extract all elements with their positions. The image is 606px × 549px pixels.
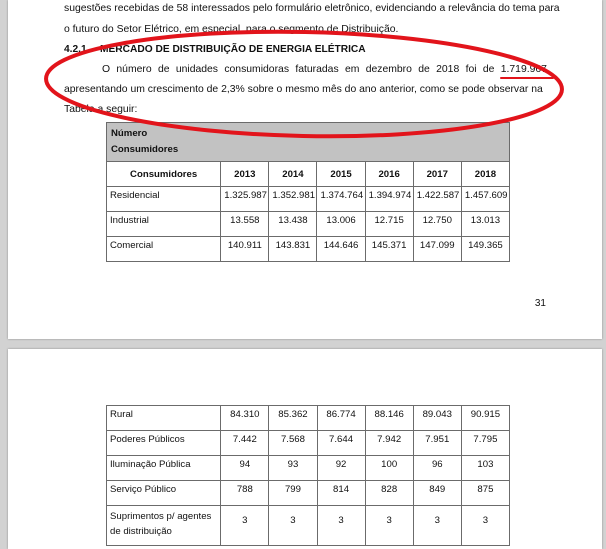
cell-value: 1.374.764 — [317, 187, 365, 212]
cell-value: 94 — [221, 456, 269, 481]
section-title: MERCADO DE DISTRIBUIÇÃO DE ENERGIA ELÉTRICA — [100, 44, 366, 55]
cell-value: 7.442 — [221, 431, 269, 456]
cell-value: 140.911 — [221, 237, 269, 262]
cell-value: 12.715 — [365, 212, 413, 237]
cell-value: 3 — [221, 506, 269, 546]
text-line-2: o futuro do Setor Elétrico, em especial, para o segmento de Distribuição. — [64, 24, 399, 35]
cell-value: 3 — [269, 506, 317, 546]
table-caption-text: Número Consumidores — [111, 128, 179, 155]
table-row — [107, 481, 510, 506]
paragraph-line-3: Tabela a seguir: — [64, 104, 138, 115]
cell-value: 84.310 — [221, 406, 269, 431]
header-year: 2017 — [413, 162, 461, 187]
header-year: 2013 — [221, 162, 269, 187]
header-year: 2014 — [269, 162, 317, 187]
paragraph-word: em — [344, 64, 360, 75]
cell-value: 13.558 — [221, 212, 269, 237]
row-label: Poderes Públicos — [107, 431, 221, 456]
cell-value: 149.365 — [461, 237, 509, 262]
cell-value: 1.352.981 — [269, 187, 317, 212]
table-row — [107, 506, 510, 546]
cell-value: 13.006 — [317, 212, 365, 237]
cell-value: 7.644 — [317, 431, 365, 456]
cell-value: 3 — [365, 506, 413, 546]
row-label: Serviço Público — [107, 481, 221, 506]
row-label: Residencial — [107, 187, 221, 212]
cell-value: 1.394.974 — [365, 187, 413, 212]
cell-value: 89.043 — [413, 406, 461, 431]
paragraph-word: número — [116, 64, 152, 75]
cell-value: 143.831 — [269, 237, 317, 262]
cell-value: 90.915 — [461, 406, 509, 431]
table-row — [107, 212, 510, 237]
paragraph-word: O — [102, 64, 111, 75]
paragraph-line-2: apresentando um crescimento de 2,3% sobre o mesmo mês do ano anterior, como se pode observar na — [64, 84, 543, 95]
paragraph-line-1 — [102, 64, 550, 75]
paragraph-word: dezembro — [365, 64, 412, 75]
cell-value: 100 — [365, 456, 413, 481]
cell-value: 13.438 — [269, 212, 317, 237]
row-label: Comercial — [107, 237, 221, 262]
header-year: 2016 — [365, 162, 413, 187]
cell-value: 1.422.587 — [413, 187, 461, 212]
cell-value: 875 — [461, 481, 509, 506]
cell-value: 1.325.987 — [221, 187, 269, 212]
consumers-table-continued — [106, 405, 510, 546]
paragraph-word: de — [157, 64, 170, 75]
cell-value: 7.568 — [269, 431, 317, 456]
row-label: Industrial — [107, 212, 221, 237]
document-page-32 — [8, 349, 602, 549]
cell-value: 96 — [413, 456, 461, 481]
paragraph-word: foi — [465, 64, 477, 75]
cell-value: 3 — [413, 506, 461, 546]
text-line-1: sugestões recebidas de 58 interessados pelo formulário eletrônico, evidenciando a relevância do tema para — [64, 3, 560, 14]
page-number: 31 — [534, 298, 546, 309]
cell-value: 799 — [269, 481, 317, 506]
cell-value: 88.146 — [365, 406, 413, 431]
header-year: 2018 — [461, 162, 509, 187]
cell-value: 12.750 — [413, 212, 461, 237]
cell-value: 1.457.609 — [461, 187, 509, 212]
cell-value: 147.099 — [413, 237, 461, 262]
cell-value: 103 — [461, 456, 509, 481]
paragraph-word: 2018 — [436, 64, 460, 75]
cell-value: 3 — [317, 506, 365, 546]
cell-value: 92 — [317, 456, 365, 481]
cell-value: 3 — [461, 506, 509, 546]
cell-value: 788 — [221, 481, 269, 506]
red-underline-mark — [500, 77, 554, 79]
row-label: Iluminação Pública — [107, 456, 221, 481]
consumers-table — [106, 122, 510, 262]
paragraph-word: faturadas — [295, 64, 339, 75]
table-row — [107, 406, 510, 431]
table-header-row — [107, 162, 510, 187]
table-row — [107, 237, 510, 262]
table-row — [107, 456, 510, 481]
row-label: Rural — [107, 406, 221, 431]
cell-value: 144.646 — [317, 237, 365, 262]
cell-value: 814 — [317, 481, 365, 506]
cell-value: 7.942 — [365, 431, 413, 456]
paragraph-word: de — [418, 64, 430, 75]
section-number: 4.2.1 — [64, 44, 87, 55]
highlighted-value: 1.719.967, — [500, 64, 550, 75]
cell-value: 85.362 — [269, 406, 317, 431]
paragraph-word: de — [482, 64, 495, 75]
cell-value: 86.774 — [317, 406, 365, 431]
table-row — [107, 187, 510, 212]
cell-value: 7.951 — [413, 431, 461, 456]
cell-value: 93 — [269, 456, 317, 481]
document-page-31 — [8, 0, 602, 339]
table-row — [107, 431, 510, 456]
table-caption — [107, 123, 510, 162]
cell-value: 13.013 — [461, 212, 509, 237]
cell-value: 849 — [413, 481, 461, 506]
paragraph-word: unidades — [175, 64, 219, 75]
row-label: Suprimentos p/ agentes de distribuição — [107, 506, 221, 546]
header-consumidores: Consumidores — [107, 162, 221, 187]
header-year: 2015 — [317, 162, 365, 187]
cell-value: 7.795 — [461, 431, 509, 456]
cell-value: 828 — [365, 481, 413, 506]
paragraph-word: consumidoras — [224, 64, 290, 75]
cell-value: 145.371 — [365, 237, 413, 262]
